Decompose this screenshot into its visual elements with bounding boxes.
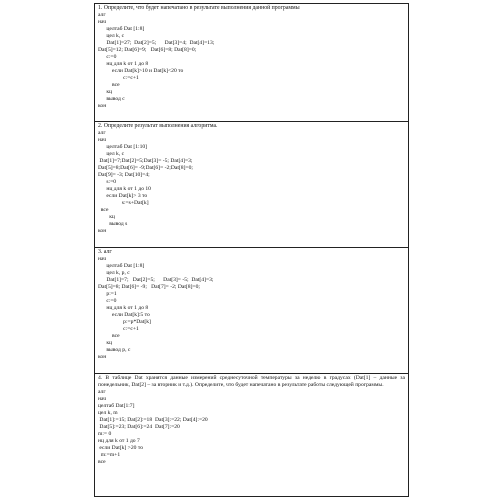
code-line: Dat[5]=8;Dat[6]= -9;Dat[6]= -2;Dat[8]=0; — [98, 165, 193, 171]
code-line: нц для k от 1 до 8 — [98, 305, 149, 311]
code-line: s:=0 — [98, 179, 117, 185]
code-line: p:=p*Dat[k] — [98, 319, 151, 325]
code-line: нач — [98, 256, 107, 262]
code-line: c:=c+1 — [98, 75, 139, 81]
code-line: алг — [98, 388, 106, 395]
code-line: вывод p, c — [98, 347, 131, 353]
task-2-title: 2. Определите результат выполнения алгоритма. — [98, 123, 218, 129]
code-line: все — [98, 333, 120, 339]
code-line: m:= 0 — [98, 430, 112, 437]
code-line: c:=0 — [98, 298, 117, 304]
code-line: c:=0 — [98, 54, 117, 60]
code-line: если Dat[k]:5 то — [98, 312, 150, 318]
code-line: целтаб Dat [1:10] — [98, 144, 148, 150]
code-line: m:=m+1 — [98, 451, 121, 458]
code-line: алг — [98, 12, 106, 18]
code-line: цел k, m — [98, 409, 118, 416]
code-line: вывод s — [98, 221, 128, 227]
task-4-title: 4. В таблице Dat хранятся данные измерений среднесуточной температуры за неделю в градусах (Dat[1] – данные за понедельник, Dat[2] – за вторник и т.д.). Определите, что будет напечатано в результате работы следующей программы. — [98, 375, 405, 388]
code-line: алг — [98, 130, 106, 136]
code-line: c:=c+1 — [98, 326, 139, 332]
task-1-title: 1. Определите, что будет напечатано в результате выполнения данной программы — [98, 5, 300, 11]
code-line: нц для k от 1 до 8 — [98, 61, 149, 67]
code-line: кц — [98, 214, 115, 220]
code-line: кц — [98, 340, 113, 346]
code-line: если Dat[k]>10 и Dat[k]<20 то — [98, 68, 184, 74]
task-3 — [95, 248, 408, 374]
code-line: нач — [98, 19, 107, 25]
task-1 — [95, 4, 408, 122]
task-4 — [95, 374, 408, 496]
code-line: цел k, c — [98, 33, 125, 39]
code-line: нц для k от 1 до 7 — [98, 437, 140, 444]
code-line: все — [98, 207, 109, 213]
task-2 — [95, 122, 408, 248]
code-line: Dat[5]:=23; Dat[6]:=24 Dat[7]:=20 — [98, 423, 180, 430]
code-line: целтаб Dat [1:8] — [98, 263, 145, 269]
code-line: если Dat[k] >20 то — [98, 444, 143, 451]
code-line: нач — [98, 137, 107, 143]
code-line: целтаб Dat[1:7] — [98, 402, 135, 409]
code-line: Dat[1]=7;Dat[2]=5;Dat[3]= -5; Dat[4]=3; — [98, 158, 193, 164]
code-line: нц для k от 1 до 10 — [98, 186, 151, 192]
code-line: Dat[5]=8; Dat[6]= -9; Dat[7]= -2; Dat[8]=0; — [98, 284, 200, 290]
code-line: цел k, p, c — [98, 270, 130, 276]
code-line: все — [98, 82, 120, 88]
code-line: вывод с — [98, 96, 125, 102]
code-line: нач — [98, 395, 107, 402]
code-line: Dat[1]:=15; Dat[2]:=18 Dat[3]:=22; Dat[4]:=20 — [98, 416, 208, 423]
code-line: Dat[1]=7; Dat[2]=5; Dat[3]= -5; Dat[4]=3; — [98, 277, 214, 283]
code-line: кц — [98, 89, 113, 95]
task-3-title: 3. алг — [98, 249, 112, 255]
code-line: если Dat[k]> 3 то — [98, 193, 148, 199]
code-line: p:=1 — [98, 291, 117, 297]
code-line: Dat[5]=12; Dat[6]=9; Dat[6]=8; Dat[8]=0; — [98, 47, 197, 53]
code-line: Dat[1]=27; Dat[2]=5; Dat[3]=4; Dat[4]=13; — [98, 40, 215, 46]
code-line: целтаб Dat [1:8] — [98, 26, 145, 32]
code-line: цел k, c — [98, 151, 125, 157]
code-line: Dat[9]= -3; Dat[10]=4; — [98, 172, 150, 178]
code-line: все — [98, 458, 106, 465]
code-line: кон — [98, 228, 107, 234]
code-line: s:=s+Dat[k] — [98, 200, 149, 206]
code-line: кон — [98, 354, 107, 360]
worksheet-page — [94, 3, 409, 497]
code-line: кон — [98, 103, 107, 109]
